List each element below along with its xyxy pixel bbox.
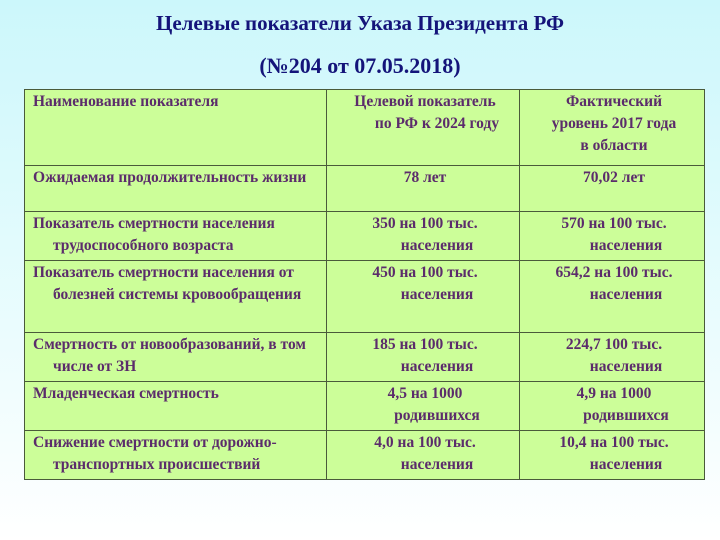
target-value: 4,5 на 1000 xyxy=(387,385,463,402)
actual-unit: родившихся xyxy=(583,407,669,424)
actual-unit: населения xyxy=(589,456,663,473)
target-unit: населения xyxy=(400,286,474,303)
header-target-2024 xyxy=(327,90,520,166)
indicator-name-cell xyxy=(25,431,327,480)
target-value: 350 на 100 тыс. xyxy=(372,215,478,232)
actual-unit: населения xyxy=(589,286,663,303)
target-unit: населения xyxy=(400,358,474,375)
table-header-row xyxy=(25,90,705,166)
slide-subtitle-decree-number: (№204 от 07.05.2018) xyxy=(259,53,461,78)
actual-unit: населения xyxy=(589,358,663,375)
actual-value: 10,4 на 100 тыс. xyxy=(559,434,669,451)
header-actual-2017 xyxy=(520,90,705,166)
header-indicator-name-text: Наименование показателя xyxy=(33,93,219,110)
actual-unit: населения xyxy=(589,237,663,254)
header-indicator-name xyxy=(25,90,327,166)
indicator-name-cell xyxy=(25,333,327,382)
actual-value: 70,02 лет xyxy=(583,169,645,186)
table-row xyxy=(25,212,705,261)
target-value: 78 лет xyxy=(403,169,447,186)
actual-value-cell xyxy=(520,166,705,212)
header-actual-line1: Фактический xyxy=(565,93,663,110)
actual-value: 654,2 на 100 тыс. xyxy=(555,264,673,281)
target-value: 450 на 100 тыс. xyxy=(372,264,478,281)
indicator-name: Ожидаемая продолжительность жизни xyxy=(33,169,307,186)
target-value: 4,0 на 100 тыс. xyxy=(374,434,476,451)
header-actual-line3: в области xyxy=(580,137,648,154)
indicators-table xyxy=(24,89,705,480)
target-value-cell xyxy=(327,333,520,382)
actual-value: 4,9 на 1000 xyxy=(576,385,652,402)
table-row xyxy=(25,382,705,431)
indicator-name: Показатель смертности населения от болезней системы кровообращения xyxy=(33,264,302,303)
actual-value-cell xyxy=(520,261,705,333)
target-value: 185 на 100 тыс. xyxy=(372,336,478,353)
table-row xyxy=(25,431,705,480)
indicator-name-cell xyxy=(25,166,327,212)
indicator-name: Младенческая смертность xyxy=(33,385,219,402)
actual-value-cell xyxy=(520,382,705,431)
indicator-name-cell xyxy=(25,261,327,333)
target-value-cell xyxy=(327,212,520,261)
header-target-line2: по РФ к 2024 году xyxy=(374,115,500,132)
slide-title: Целевые показатели Указа Президента РФ xyxy=(155,11,564,35)
table-row xyxy=(25,166,705,212)
target-unit: родившихся xyxy=(394,407,480,424)
target-value-cell xyxy=(327,382,520,431)
actual-value-cell xyxy=(520,333,705,382)
target-value-cell xyxy=(327,431,520,480)
indicator-name-cell xyxy=(25,212,327,261)
actual-value-cell xyxy=(520,431,705,480)
indicator-name-cell xyxy=(25,382,327,431)
actual-value: 570 на 100 тыс. xyxy=(561,215,667,232)
table-row xyxy=(25,261,705,333)
target-unit: населения xyxy=(400,456,474,473)
indicator-name: Снижение смертности от дорожно-транспортных происшествий xyxy=(33,434,277,473)
actual-value-cell xyxy=(520,212,705,261)
target-value-cell xyxy=(327,166,520,212)
target-value-cell xyxy=(327,261,520,333)
header-target-line1: Целевой показатель xyxy=(354,93,496,110)
target-unit: населения xyxy=(400,237,474,254)
indicator-name: Показатель смертности населения трудоспособного возраста xyxy=(33,215,275,254)
indicator-name: Смертность от новообразований, в том числе от ЗН xyxy=(33,336,306,375)
actual-value: 224,7 100 тыс. xyxy=(565,336,663,353)
table-row xyxy=(25,333,705,382)
header-actual-line2: уровень 2017 года xyxy=(551,115,677,132)
